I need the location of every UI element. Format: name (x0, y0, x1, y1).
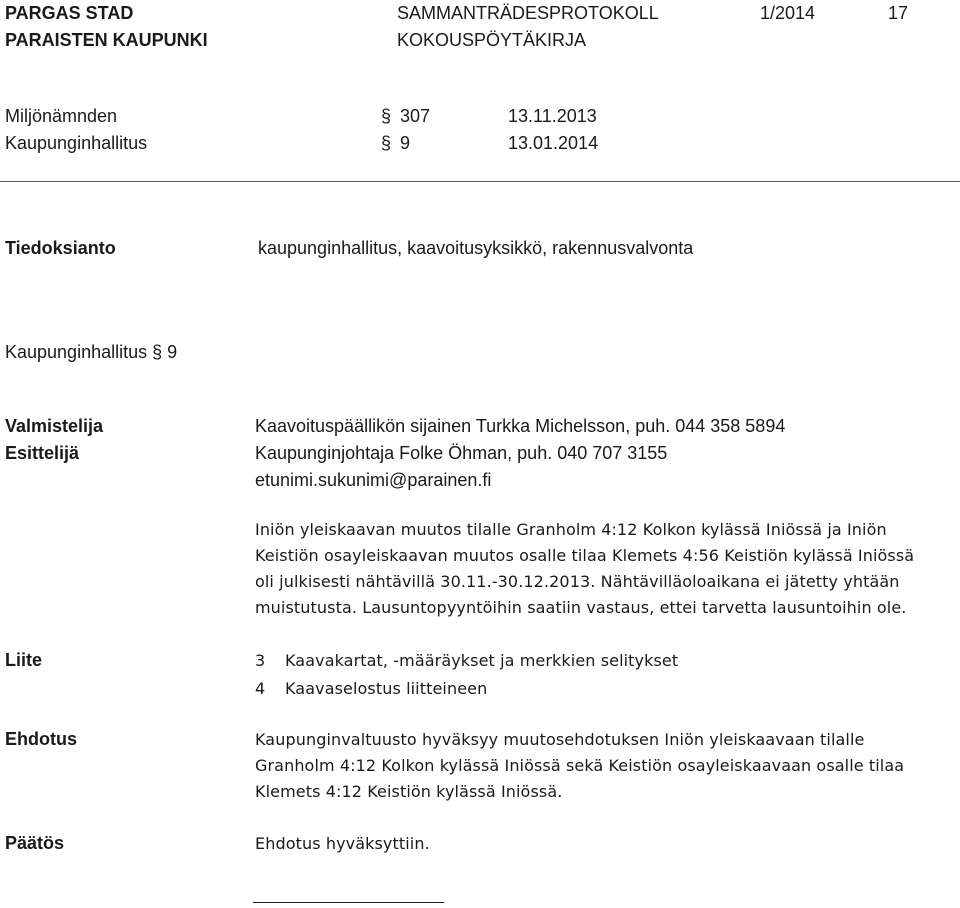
meeting-date: 13.01.2014 (508, 133, 599, 153)
proposal-line: Kaupunginvaltuusto hyväksyy muutosehdotuksen Iniön yleiskaavaan tilalle (255, 730, 865, 749)
body-line: Iniön yleiskaavan muutos tilalle Granholm 4:12 Kolkon kylässä Iniössä ja Iniön (255, 520, 887, 539)
header-divider (0, 181, 960, 182)
body-line: oli julkisesti nähtävillä 30.11.-30.12.2013. Nähtävilläoloaikana ei jätetty yhtään (255, 572, 900, 591)
body-line: Keistiön osayleiskaavan muutos osalle tilaa Klemets 4:56 Keistiön kylässä Iniössä (255, 546, 915, 565)
esittelija-value: Kaupunginjohtaja Folke Öhman, puh. 040 707 3155 (255, 443, 668, 463)
proposal-line: Granholm 4:12 Kolkon kylässä Iniössä sekä Keistiön osayleiskaavaan osalle tilaa (255, 756, 905, 775)
meeting-date: 13.11.2013 (508, 106, 597, 126)
paatos-label: Päätös (5, 833, 65, 853)
meeting-section: 307 (400, 106, 431, 126)
signature-line (253, 902, 444, 903)
proposal-line: Klemets 4:12 Keistiön kylässä Iniössä. (255, 782, 563, 801)
liite-label: Liite (5, 650, 43, 670)
doc-type-sv: SAMMANTRÄDESPROTOKOLL (397, 3, 659, 23)
esittelija-label: Esittelijä (5, 443, 80, 463)
valmistelija-label: Valmistelija (5, 416, 104, 436)
meeting-body: Miljönämnden (5, 106, 118, 126)
tiedoksianto-value: kaupunginhallitus, kaavoitusyksikkö, rakennusvalvonta (258, 238, 694, 258)
contact-email: etunimi.sukunimi@parainen.fi (255, 470, 492, 490)
attachment-number: 3 (255, 651, 266, 670)
decision-value: Ehdotus hyväksyttiin. (255, 834, 430, 853)
issue-number: 1/2014 (760, 3, 816, 23)
attachment-text: Kaavaselostus liitteineen (285, 679, 488, 698)
ehdotus-label: Ehdotus (5, 729, 77, 749)
org-name-sv: PARGAS STAD (5, 3, 134, 23)
page-number: 17 (888, 3, 909, 23)
section-symbol: § (381, 133, 392, 153)
meeting-section: 9 (400, 133, 411, 153)
attachment-text: Kaavakartat, -määräykset ja merkkien selitykset (285, 651, 679, 670)
org-name-fi: PARAISTEN KAUPUNKI (5, 30, 208, 50)
attachment-number: 4 (255, 679, 266, 698)
tiedoksianto-label: Tiedoksianto (5, 238, 116, 258)
section-symbol: § (381, 106, 392, 126)
section-title: Kaupunginhallitus § 9 (5, 342, 178, 362)
meeting-body: Kaupunginhallitus (5, 133, 148, 153)
doc-type-fi: KOKOUSPÖYTÄKIRJA (397, 30, 587, 50)
body-line: muistutusta. Lausuntopyyntöihin saatiin vastaus, ettei tarvetta lausuntoihin ole. (255, 598, 907, 617)
valmistelija-value: Kaavoituspäällikön sijainen Turkka Michelsson, puh. 044 358 5894 (255, 416, 786, 436)
